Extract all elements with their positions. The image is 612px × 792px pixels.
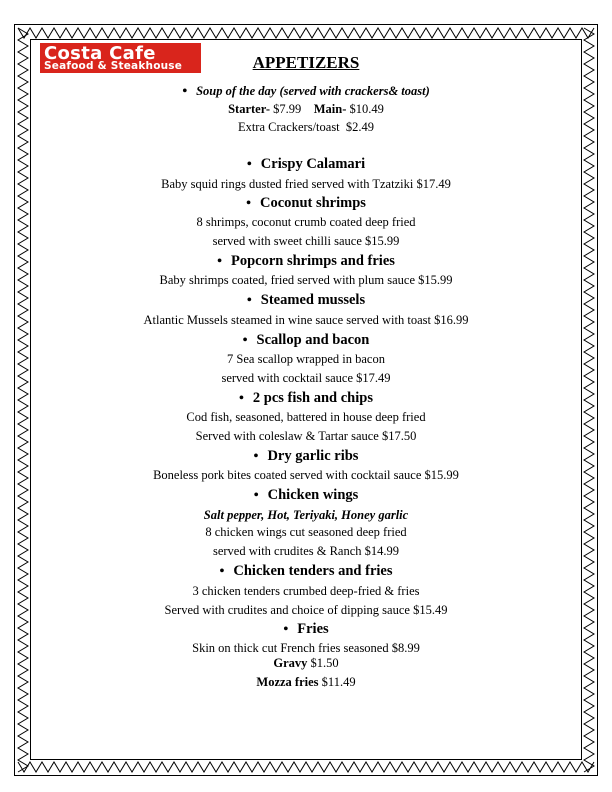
soup-prices (0, 102, 612, 117)
menu-item-heading (0, 390, 612, 407)
section-title: APPETIZERS (252, 53, 360, 72)
menu-item-name: Chicken wings (267, 487, 359, 503)
menu-item-description: Skin on thick cut French fries seasoned $8.99 (192, 641, 420, 655)
menu-item-description: Served with crudites and choice of dipping sauce $15.49 (164, 603, 448, 617)
menu-item-heading (0, 487, 612, 504)
menu-item-description: served with sweet chilli sauce $15.99 (212, 234, 400, 248)
menu-item-description: Atlantic Mussels steamed in wine sauce served with toast $16.99 (143, 313, 469, 327)
bullet-icon: • (217, 254, 222, 269)
menu-item-heading (0, 253, 612, 270)
menu-item-heading (0, 332, 612, 349)
menu-item-description: Boneless pork bites coated served with cocktail sauce $15.99 (153, 468, 459, 482)
menu-item-name: Chicken tenders and fries (233, 563, 393, 579)
menu-item-name: Coconut shrimps (259, 195, 366, 211)
bullet-icon: • (246, 196, 251, 211)
menu-item-description: served with crudites & Ranch $14.99 (212, 544, 400, 558)
menu-item-heading (0, 156, 612, 173)
main-price: $10.49 (349, 102, 384, 116)
bullet-icon: • (283, 622, 289, 637)
menu-item-name: Scallop and bacon (256, 332, 370, 348)
logo-tagline: Seafood & Steakhouse (44, 60, 183, 72)
menu-item-name: Steamed mussels (260, 292, 366, 308)
menu-item-description: Baby squid rings dusted fried served with Tzatziki $17.49 (161, 177, 451, 191)
menu-item-heading (0, 292, 612, 309)
soup-heading (0, 84, 612, 100)
bullet-icon: • (253, 449, 259, 464)
menu-item-name: Dry garlic ribs (267, 448, 359, 464)
menu-item-heading (0, 195, 612, 212)
gravy-price: $1.50 (310, 656, 339, 670)
menu-item-description: Served with coleslaw & Tartar sauce $17.50 (195, 429, 417, 443)
mozza-label: Mozza fries (256, 675, 319, 689)
menu-item-name: Crispy Calamari (260, 156, 366, 172)
menu-item-description: 8 chicken wings cut seasoned deep fried (205, 525, 407, 539)
menu-item-heading (0, 448, 612, 465)
main-label: Main- (313, 102, 347, 116)
bullet-icon: • (242, 333, 248, 348)
bullet-icon: • (239, 391, 244, 406)
soup-extra: Extra Crackers/toast $2.49 (237, 120, 375, 134)
menu-item-description: 3 chicken tenders crumbed deep-fried & fries (192, 584, 420, 598)
logo-name: Costa Cafe (44, 43, 156, 64)
menu-item-heading (0, 563, 612, 580)
gravy-extra (0, 656, 612, 671)
gravy-label: Gravy (273, 656, 308, 670)
soup-name: Soup of the day (served with crackers& toast) (196, 84, 430, 98)
starter-price: $7.99 (273, 102, 302, 116)
menu-item-description: Cod fish, seasoned, battered in house deep fried (186, 410, 426, 424)
bullet-icon: • (219, 564, 225, 579)
menu-item-description: Baby shrimps coated, fried served with plum sauce $15.99 (159, 273, 453, 287)
menu-item-description: 8 shrimps, coconut crumb coated deep fried (196, 215, 416, 229)
bullet-icon: • (246, 157, 252, 172)
bullet-icon: • (182, 84, 188, 99)
mozza-extra (0, 675, 612, 690)
menu-item-flavors: Salt pepper, Hot, Teriyaki, Honey garlic (203, 508, 409, 522)
mozza-price: $11.49 (321, 675, 356, 689)
menu-item-description: 7 Sea scallop wrapped in bacon (227, 352, 385, 366)
menu-item-name: Fries (297, 621, 329, 637)
menu-item-name: Popcorn shrimps and fries (230, 253, 395, 269)
bullet-icon: • (253, 488, 259, 503)
menu-item-heading (0, 621, 612, 638)
menu-item-description: served with cocktail sauce $17.49 (221, 371, 391, 385)
starter-label: Starter- (228, 102, 270, 116)
menu-item-name: 2 pcs fish and chips (252, 390, 373, 406)
bullet-icon: • (246, 293, 252, 308)
